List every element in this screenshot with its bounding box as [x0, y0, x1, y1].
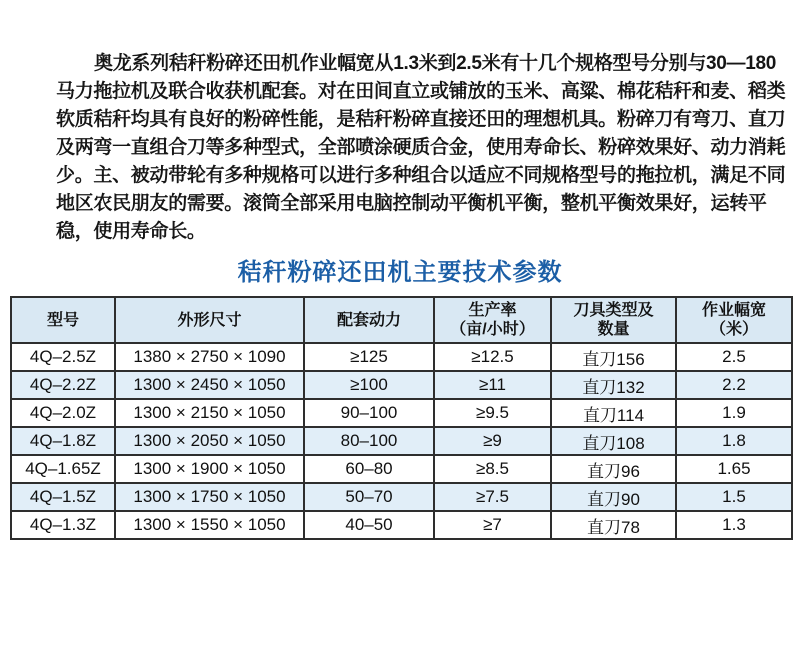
table-cell: 直刀156: [551, 343, 676, 371]
table-cell: ≥12.5: [434, 343, 551, 371]
intro-line: 及两弯一直组合刀等多种型式，全部喷涂硬质合金，使用寿命长、粉碎效果好、动力消耗: [56, 137, 786, 158]
table-cell: 1300 × 2150 × 1050: [115, 399, 304, 427]
col-header-working-width: [676, 297, 792, 343]
table-cell: 直刀108: [551, 427, 676, 455]
table-cell: 4Q–1.8Z: [11, 427, 115, 455]
col-header-label: 型号: [46, 311, 79, 329]
table-cell: ≥7.5: [434, 483, 551, 511]
spec-table: [10, 296, 793, 540]
table-cell: 1300 × 1550 × 1050: [115, 511, 304, 539]
table-cell: 1.3: [676, 511, 792, 539]
table-cell: ≥9: [434, 427, 551, 455]
table-cell: 1.9: [676, 399, 792, 427]
table-cell: 90–100: [304, 399, 434, 427]
table-cell: 50–70: [304, 483, 434, 511]
table-row: [11, 511, 792, 539]
table-cell: 直刀90: [551, 483, 676, 511]
table-cell: 直刀96: [551, 455, 676, 483]
col-header-label: 数量: [597, 321, 630, 338]
table-cell: 4Q–1.3Z: [11, 511, 115, 539]
table-cell: 1300 × 2450 × 1050: [115, 371, 304, 399]
col-header-label: （米）: [709, 321, 758, 338]
table-row: [11, 399, 792, 427]
table-cell: 直刀78: [551, 511, 676, 539]
table-cell: ≥11: [434, 371, 551, 399]
table-cell: 1.8: [676, 427, 792, 455]
intro-line: 奥龙系列秸秆粉碎还田机作业幅宽从1.3米到2.5米有十几个规格型号分别与30—180: [94, 53, 777, 74]
table-cell: 1380 × 2750 × 1090: [115, 343, 304, 371]
col-header-label: 生产率: [468, 302, 517, 319]
col-header-dimensions: [115, 297, 304, 343]
intro-line: 地区农民朋友的需要。滚筒全部采用电脑控制动平衡机平衡，整机平衡效果好，运转平: [56, 193, 767, 214]
table-cell: ≥7: [434, 511, 551, 539]
table-cell: 4Q–1.65Z: [11, 455, 115, 483]
col-header-label: 外形尺寸: [177, 311, 242, 329]
table-row: [11, 371, 792, 399]
intro-line: 少。主、被动带轮有多种规格可以进行多种组合以适应不同规格型号的拖拉机，满足不同: [56, 165, 786, 186]
section-title: 秸秆粉碎还田机主要技术参数: [237, 260, 563, 286]
table-cell: 2.5: [676, 343, 792, 371]
col-header-power: [304, 297, 434, 343]
intro-paragraph: [56, 50, 786, 246]
intro-line: 马力拖拉机及联合收获机配套。对在田间直立或铺放的玉米、高粱、棉花秸秆和麦、稻类: [56, 81, 786, 102]
table-cell: ≥8.5: [434, 455, 551, 483]
table-cell: 60–80: [304, 455, 434, 483]
table-cell: 40–50: [304, 511, 434, 539]
table-cell: ≥125: [304, 343, 434, 371]
col-header-label: 配套动力: [336, 311, 401, 329]
table-cell: 1300 × 2050 × 1050: [115, 427, 304, 455]
table-cell: 4Q–2.2Z: [11, 371, 115, 399]
table-cell: 4Q–1.5Z: [11, 483, 115, 511]
table-cell: 1.65: [676, 455, 792, 483]
spec-table-body: [11, 343, 792, 539]
header-row: [11, 297, 792, 343]
intro-line: 稳，使用寿命长。: [56, 221, 206, 242]
table-cell: ≥100: [304, 371, 434, 399]
col-header-productivity: [434, 297, 551, 343]
spec-table-header: [11, 297, 792, 343]
table-cell: 2.2: [676, 371, 792, 399]
col-header-model: [11, 297, 115, 343]
table-cell: 4Q–2.5Z: [11, 343, 115, 371]
col-header-blade-type: [551, 297, 676, 343]
table-cell: 4Q–2.0Z: [11, 399, 115, 427]
table-cell: 直刀114: [551, 399, 676, 427]
table-cell: 1300 × 1900 × 1050: [115, 455, 304, 483]
table-cell: 80–100: [304, 427, 434, 455]
table-cell: ≥9.5: [434, 399, 551, 427]
table-row: [11, 483, 792, 511]
col-header-label: （亩/小时）: [450, 321, 535, 338]
table-cell: 1300 × 1750 × 1050: [115, 483, 304, 511]
table-cell: 直刀132: [551, 371, 676, 399]
intro-line: 软质秸秆均具有良好的粉碎性能，是秸秆粉碎直接还田的理想机具。粉碎刀有弯刀、直刀: [56, 109, 786, 130]
table-cell: 1.5: [676, 483, 792, 511]
table-row: [11, 455, 792, 483]
table-row: [11, 343, 792, 371]
col-header-label: 刀具类型及: [573, 302, 654, 319]
table-row: [11, 427, 792, 455]
col-header-label: 作业幅宽: [701, 302, 766, 319]
